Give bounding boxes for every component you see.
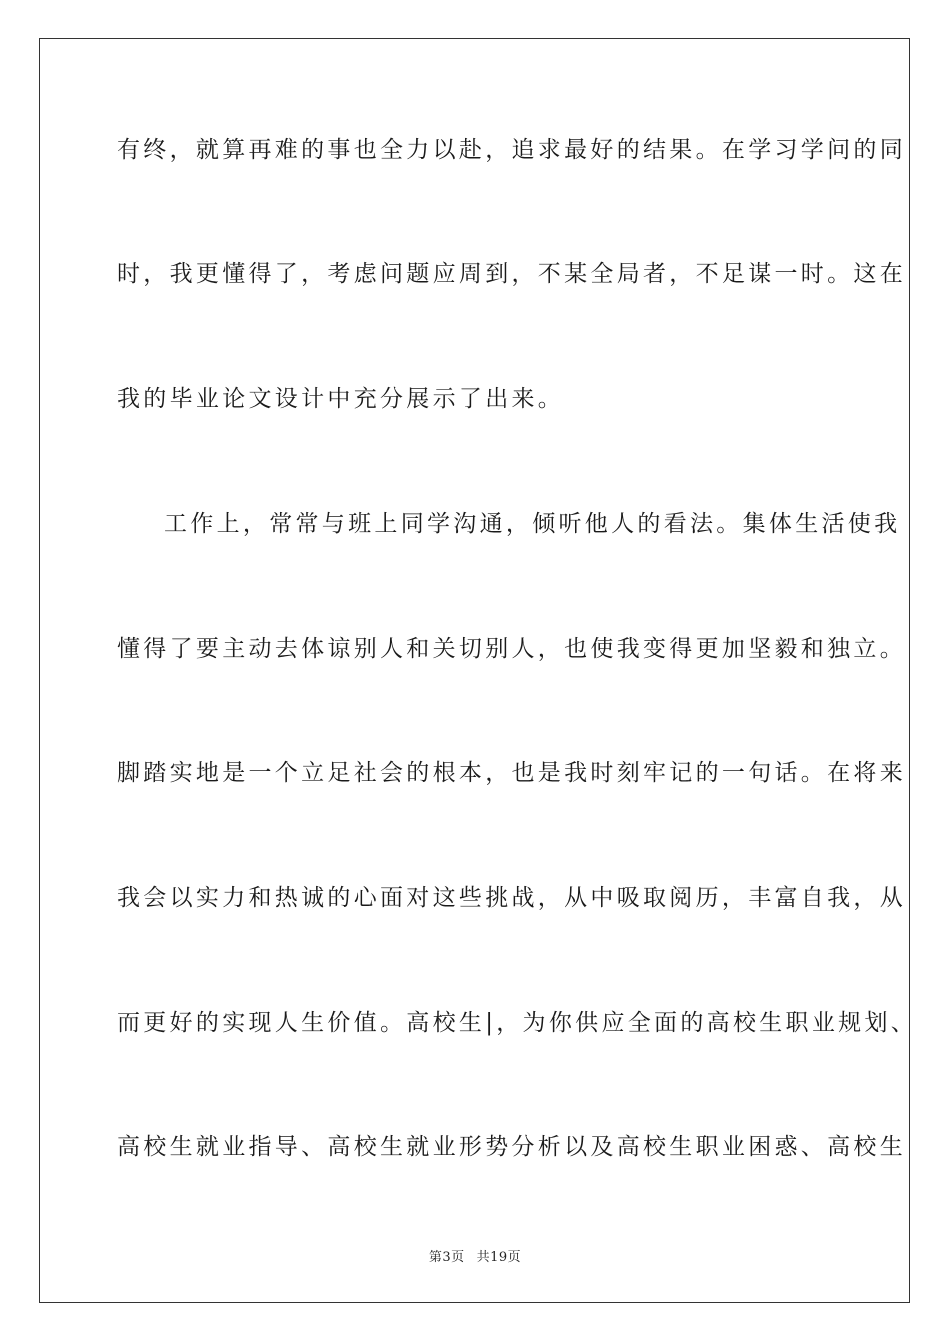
text-line: 我会以实力和热诚的心面对这些挑战，从中吸取阅历，丰富自我，从 xyxy=(117,885,906,911)
text-line: 我的毕业论文设计中充分展示了出来。 xyxy=(117,386,565,412)
text-line: 时，我更懂得了，考虑问题应周到，不某全局者，不足谋一时。这在 xyxy=(117,261,906,287)
text-line: 有终，就算再难的事也全力以赴，追求最好的结果。在学习学问的同 xyxy=(117,137,906,163)
text-line: 高校生就业指导、高校生就业形势分析以及高校生职业困惑、高校生 xyxy=(117,1134,906,1160)
page-border xyxy=(39,38,910,1303)
text-line: 脚踏实地是一个立足社会的根本，也是我时刻牢记的一句话。在将来 xyxy=(117,760,906,786)
current-page: 第3页 xyxy=(428,1250,465,1265)
text-line: 而更好的实现人生价值。高校生|，为你供应全面的高校生职业规划、 xyxy=(117,1010,918,1036)
page-number xyxy=(0,1246,950,1265)
total-pages: 共19页 xyxy=(476,1250,522,1265)
text-line: 懂得了要主动去体谅别人和关切别人，也使我变得更加坚毅和独立。 xyxy=(117,636,906,662)
paragraph-start-line: 工作上，常常与班上同学沟通，倾听他人的看法。集体生活使我 xyxy=(164,511,901,537)
